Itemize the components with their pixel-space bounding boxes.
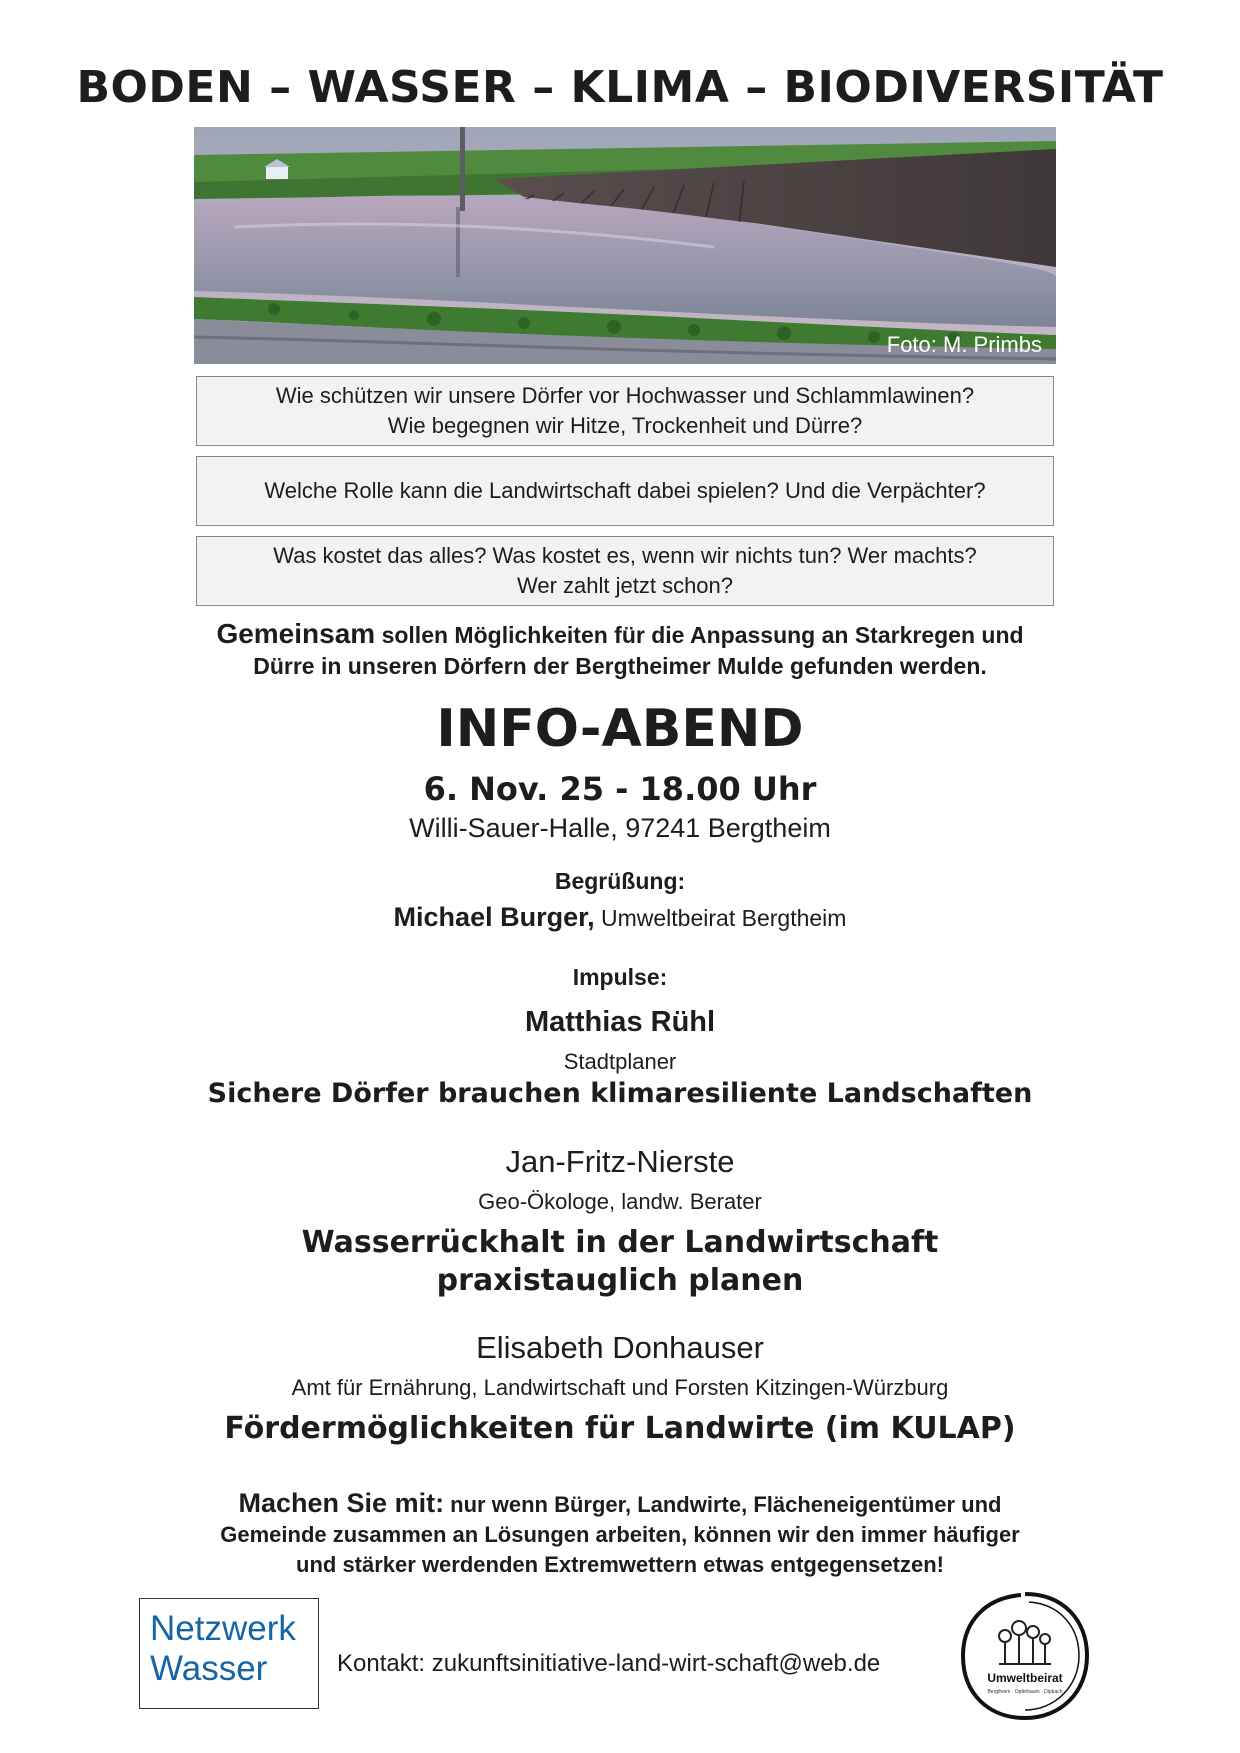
call-line: und stärker werdenden Extremwettern etwas entgegensetzen! bbox=[296, 1552, 944, 1577]
speaker-role: Stadtplaner bbox=[563, 1049, 677, 1074]
intro-text bbox=[0, 618, 1240, 682]
netzwerk-wasser-logo bbox=[139, 1598, 319, 1709]
speaker-topic-line: praxistauglich planen bbox=[436, 1263, 804, 1298]
call-rest: nur wenn Bürger, Landwirte, Flächeneigentümer und bbox=[444, 1492, 1002, 1517]
greeting-label: Begrüßung: bbox=[554, 868, 686, 894]
impulse-label: Impulse: bbox=[572, 964, 668, 990]
contact-email: Kontakt: zukunftsinitiative-land-wirt-schaft@web.de bbox=[337, 1650, 881, 1677]
intro-line: Dürre in unseren Dörfern der Bergtheimer Mulde gefunden werden. bbox=[253, 653, 987, 679]
logo-name: Umweltbeirat bbox=[987, 1671, 1063, 1685]
event-heading: INFO-ABEND bbox=[436, 699, 804, 759]
speaker-name: Matthias Rühl bbox=[524, 1006, 716, 1038]
intro-lead: Gemeinsam bbox=[216, 618, 376, 649]
call-to-action bbox=[0, 1488, 1240, 1580]
question-box bbox=[196, 456, 1054, 526]
page-title: BODEN – WASSER – KLIMA – BIODIVERSITÄT bbox=[76, 62, 1164, 113]
question-line: Wie schützen wir unsere Dörfer vor Hochwasser und Schlammlawinen? bbox=[275, 383, 975, 408]
speaker-name: Elisabeth Donhauser bbox=[476, 1330, 764, 1365]
network-line: Wasser bbox=[150, 1649, 268, 1688]
speaker-topic: Fördermöglichkeiten für Landwirte (im KULAP) bbox=[224, 1411, 1016, 1446]
question-line: Wer zahlt jetzt schon? bbox=[516, 573, 734, 598]
speaker-topic bbox=[0, 1224, 1240, 1300]
speaker-topic-line: Wasserrückhalt in der Landwirtschaft bbox=[301, 1225, 939, 1260]
greeting-speaker bbox=[0, 902, 1240, 933]
photo-credit: Foto: M. Primbs bbox=[886, 332, 1042, 357]
logo-sub: Bergtheim · Opferbaum · Dipbach bbox=[987, 1689, 1063, 1695]
question-line: Was kostet das alles? Was kostet es, wenn wir nichts tun? Wer machts? bbox=[273, 543, 977, 568]
question-box bbox=[196, 536, 1054, 606]
greeting-name: Michael Burger, bbox=[393, 902, 595, 932]
event-venue: Willi-Sauer-Halle, 97241 Bergtheim bbox=[409, 813, 831, 843]
call-line: Gemeinde zusammen an Lösungen arbeiten, können wir den immer häufiger bbox=[220, 1522, 1020, 1547]
network-line: Netzwerk bbox=[150, 1609, 296, 1648]
flooded-field-photo bbox=[194, 127, 1056, 364]
event-date: 6. Nov. 25 - 18.00 Uhr bbox=[423, 770, 817, 808]
speaker-role: Geo-Ökologe, landw. Berater bbox=[478, 1189, 762, 1214]
call-lead: Machen Sie mit: bbox=[238, 1488, 445, 1518]
intro-rest: sollen Möglichkeiten für die Anpassung an Starkregen und bbox=[375, 622, 1024, 648]
question-line: Welche Rolle kann die Landwirtschaft dabei spielen? Und die Verpächter? bbox=[264, 478, 986, 503]
speaker-name: Jan-Fritz-Nierste bbox=[505, 1144, 735, 1179]
speaker-role: Amt für Ernährung, Landwirtschaft und Forsten Kitzingen-Würzburg bbox=[291, 1375, 949, 1400]
umweltbeirat-tree-logo bbox=[955, 1586, 1095, 1726]
greeting-role: Umweltbeirat Bergtheim bbox=[594, 905, 847, 931]
speaker-topic: Sichere Dörfer brauchen klimaresiliente Landschaften bbox=[207, 1078, 1033, 1109]
question-line: Wie begegnen wir Hitze, Trockenheit und Dürre? bbox=[387, 413, 863, 438]
question-box bbox=[196, 376, 1054, 446]
